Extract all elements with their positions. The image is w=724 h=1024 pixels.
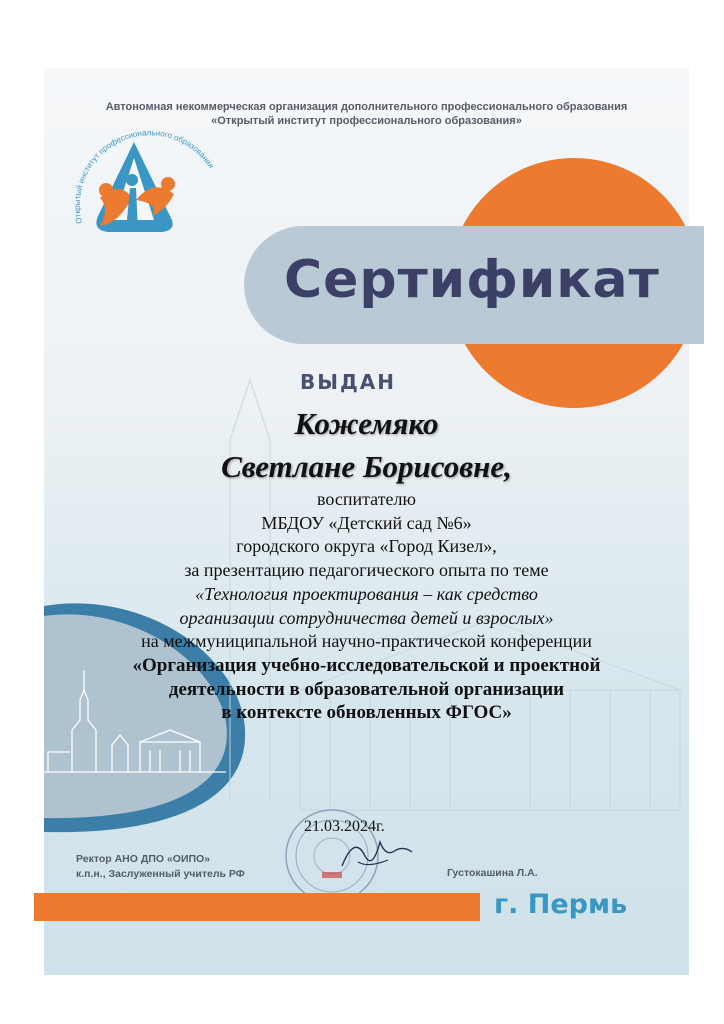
institute-logo xyxy=(70,128,230,258)
district-line: городского округа «Город Кизел», xyxy=(236,536,497,557)
signer-title xyxy=(76,852,245,882)
event-title-line-1: «Организация учебно-исследовательской и проектной xyxy=(132,654,601,676)
event-title-line-2: деятельности в образовательной организации xyxy=(168,678,565,700)
signer-title-line1: Ректор АНО ДПО «ОИПО» xyxy=(76,853,211,865)
event-title-line-3: в контексте обновленных ФГОС» xyxy=(221,702,512,724)
logo-ring-text: Открытый институт профессионального образования xyxy=(72,128,216,225)
certificate-body xyxy=(44,488,689,725)
position-line: воспитателю xyxy=(317,489,416,509)
recipient-name: Светлане Борисовне, xyxy=(221,449,512,484)
reason-line: за презентацию педагогического опыта по теме xyxy=(184,560,549,581)
issued-label: ВЫДАН xyxy=(300,370,396,394)
institution-line: МБДОУ «Детский сад №6» xyxy=(261,512,472,533)
topic-line-2: организации сотрудничества детей и взрослых» xyxy=(179,607,554,628)
certificate-title: Сертификат xyxy=(284,250,660,310)
topic-line-1: «Технология проектирования – как средство xyxy=(195,583,538,604)
org-name-line1: Автономная некоммерческая организация дополнительного профессионального образования xyxy=(105,101,628,113)
recipient-surname: Кожемяко xyxy=(294,406,439,441)
city-label: г. Пермь xyxy=(494,889,628,920)
footer-orange-bar xyxy=(34,893,480,921)
signer-name: Густокашина Л.А. xyxy=(447,867,538,879)
issue-date: 21.03.2024г. xyxy=(304,818,385,835)
signer-title-line2: к.п.н., Заслуженный учитель РФ xyxy=(76,868,245,880)
event-intro-line: на межмуниципальной научно-практической конференции xyxy=(141,631,592,652)
org-name-line2: «Открытый институт профессионального образования» xyxy=(211,115,522,127)
organization-header xyxy=(44,100,689,128)
